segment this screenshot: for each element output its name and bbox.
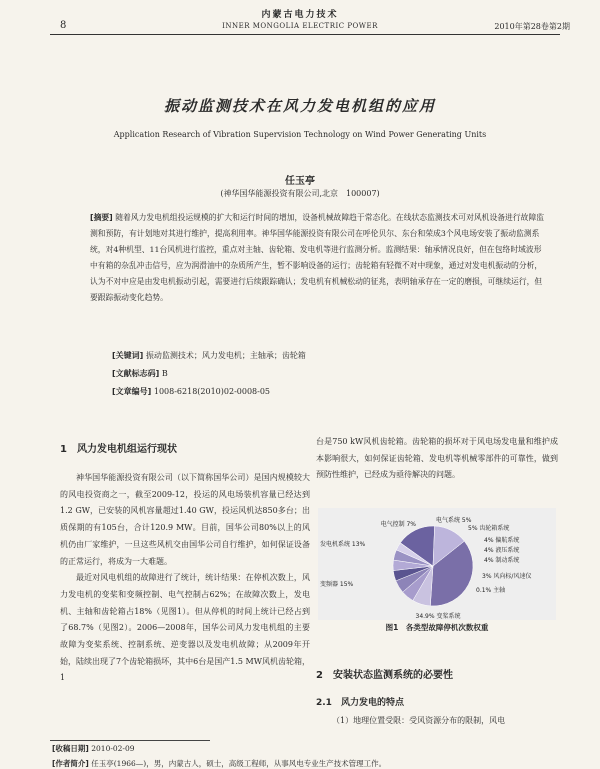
pie-label-1: 电气控制 7% xyxy=(380,521,416,528)
issue-info: 2010年第28卷第2期 xyxy=(494,22,570,31)
footnote-rule xyxy=(50,740,210,741)
author-name: 任玉亭 xyxy=(285,176,315,187)
abstract-text: 随着风力发电机组投运规模的扩大和运行时间的增加，设备机械故障趋于常态化。在线状态监测技术可对风机设备进行故障监测和预防，有计划地对其进行维护，提高利用率。神华国华能源投资有限公司在呼伦贝尔、东台和荣成3个风电场安装了振动监测系统，对4种机型、11台风机进行监控，重点对主轴、齿轮箱、发电机等进行监测分析。监测结果：轴承情况良好，但在包络时域波形中有箱的杂乱冲击信号，应为润滑油中的杂质所产生，暂不影响设备的运行；齿轮箱有轻微不对中现象，通过对发电机振动的分析，认为不对中应是由发电机振动引起，需要进行后续跟踪确认；发电机有机械松动的征兆，表明轴承存在一定的磨损，可继续运行，但要跟踪振动变化趋势。 xyxy=(90,213,545,302)
keywords-text: 振动监测技术；风力发电机；主轴承；齿轮箱 xyxy=(145,351,306,360)
journal-name-en: INNER MONGOLIA ELECTRIC POWER xyxy=(222,22,378,30)
section-2-paragraph-1: （1）地理位置受限：受风资源分布的限制，风电 xyxy=(332,716,506,725)
pie-label-5: 4% 液压系统 xyxy=(484,547,520,554)
section-1-heading: 1 风力发电机组运行现状 xyxy=(60,444,177,455)
section-1-paragraph-1: 神华国华能源投资有限公司（以下简称国华公司）是国内规模较大的风电投资商之一，截至2009-12，投运的风电场装机容量已经达到1.2 GW，已安装的风机容量超过1.40 GW，投运风机达850多台；出质保期的有105台，合计120.9 MW。目前，国华公司80%以上的风机仍由厂家维护，一旦这些风机交由国华公司自行维护，如何保证设备的正常运行，将成为一大难题。 xyxy=(60,473,310,566)
journal-name-cn: 内蒙古电力技术 xyxy=(261,10,339,20)
page-number: 8 xyxy=(60,20,67,31)
pie-label-0: 34.9% 变桨系统 xyxy=(415,613,461,620)
section-1-paragraph-2: 最近对风电机组的故障进行了统计，统计结果：在停机次数上，风力发电机的变桨和变频控制、电气控制占62%；在故障次数上，发电机、主轴和齿轮箱占18%（见图1）。但从停机的时间上统计已经占到了68.7%（见图2）。2006—2008年，国华公司风力发电机组的主要故障为变桨系统、控制系统、逆变器以及发电机故障；从2009年开始，陆续出现了7个齿轮箱损坏，其中6台是国产1.5 MW风机齿轮箱，1 xyxy=(60,573,310,683)
pie-label-2: 电气系统 5% xyxy=(436,517,472,524)
clc-value: B xyxy=(161,369,168,378)
pie-label-3: 5% 齿轮箱系统 xyxy=(468,525,510,532)
received-date xyxy=(52,743,135,754)
article-number-row xyxy=(112,386,270,397)
keywords-label: [关键词] xyxy=(112,351,144,360)
abstract-label: [摘要] xyxy=(90,213,113,222)
clc-label: [文献标志码] xyxy=(112,369,160,378)
keywords-row xyxy=(112,350,306,361)
pie-label-9: 变频器 15% xyxy=(320,581,354,588)
section-2-heading: 2 安装状态监测系统的必要性 xyxy=(316,670,453,681)
pie-label-10: 发电机系统 13% xyxy=(320,541,366,548)
figure-1 xyxy=(318,508,556,620)
author-affiliation: (神华国华能源投资有限公司,北京 100007) xyxy=(220,189,380,198)
author-bio-label: [作者简介] xyxy=(52,759,89,768)
article-title-cn: 振动监测技术在风力发电机组的应用 xyxy=(163,97,436,115)
pie-label-4: 4% 偏航系统 xyxy=(484,537,520,544)
header-rule xyxy=(50,34,560,35)
clc-row xyxy=(112,368,168,379)
section-1-body xyxy=(60,470,310,687)
author-bio xyxy=(52,758,386,769)
pie-label-8: 0.1% 主轴 xyxy=(476,587,506,594)
received-label: [收稿日期] xyxy=(52,744,89,753)
received-value: 2010-02-09 xyxy=(91,744,135,753)
section-2-1-heading: 2.1 风力发电的特点 xyxy=(316,698,404,708)
figure-1-caption: 图1 各类型故障停机次数权重 xyxy=(385,623,489,632)
pie-label-7: 3% 风向标/风速仪 xyxy=(482,573,532,580)
author-bio-text: 任玉亭(1966—)，男，内蒙古人，硕士，高级工程师，从事风电专业生产技术管理工作。 xyxy=(91,759,387,768)
pie-chart xyxy=(318,508,556,620)
section-2-body xyxy=(316,713,558,729)
article-title-en: Application Research of Vibration Supervision Technology on Wind Power Generating Units xyxy=(113,130,487,139)
article-number-value: 1008-6218(2010)02-0008-05 xyxy=(153,387,271,396)
article-number-label: [文章编号] xyxy=(112,387,152,396)
pie-label-6: 4% 制动系统 xyxy=(484,557,520,564)
section-1-continuation: 台是750 kW风机齿轮箱。齿轮箱的损坏对于风电场发电量和维护成本影响很大，如何保证齿轮箱、发电机等机械零部件的可靠性，做到预防性维护，已经成为亟待解决的问题。 xyxy=(316,437,558,480)
right-column-paragraph xyxy=(316,434,558,484)
abstract xyxy=(90,210,545,306)
